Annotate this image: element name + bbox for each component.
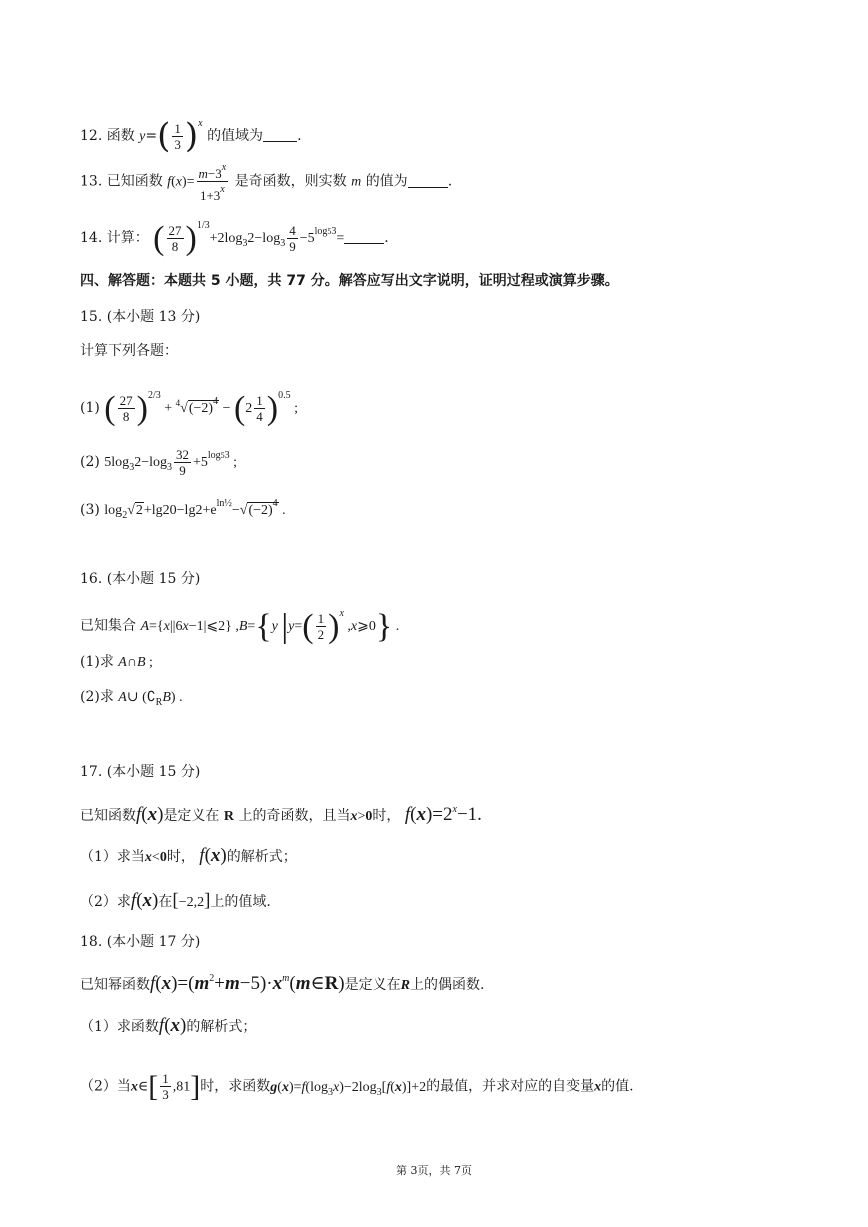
punctuation: . — [297, 128, 302, 144]
question-text: 时， — [166, 849, 195, 865]
question-17-part-2: （2）求f(x)在[−2,2]上的值域. — [80, 890, 271, 911]
question-15-intro: 计算下列各题： — [80, 343, 178, 359]
question-15-part-3: (3) $\log_2√2+\lg 20-\lg 2+e^{ln\frac{1}{2}}-√(-2)^4$ . — [80, 498, 286, 521]
question-17-intro: 已知函数f(x)是定义在 R 上的奇函数，且当x>0时， $f(x)=2^x-1$. — [80, 804, 482, 825]
punctuation: . — [384, 230, 389, 246]
answer-blank — [408, 187, 448, 188]
question-16-part-1: (1)求 A∩B ; — [80, 654, 153, 670]
question-text: （1）求函数 — [80, 1019, 159, 1035]
part-label: (2)求 — [80, 689, 114, 705]
question-number: 14. — [80, 230, 103, 246]
answer-blank — [344, 243, 384, 244]
part-label: (3) — [80, 502, 100, 518]
question-text: 已知集合 — [80, 618, 136, 634]
question-13: 13. 已知函数 f(x)= $\frac{m-3^x}{1+3^x}$ 是奇函数，则实数 m 的值为 . — [80, 162, 453, 203]
question-text: （2）当 — [80, 1078, 131, 1095]
question-16-intro: 已知集合 A={x||6x−1|⩽2} ,B={y |y=( $\frac{1}{2}$ )$^x$ ,x⩾0} . — [80, 607, 400, 645]
question-text: 函数 — [106, 128, 135, 144]
question-number: 13. — [80, 173, 103, 190]
question-text: 在 — [158, 894, 173, 910]
question-15-part-2: (2) $5\log_32-\log_3$ $\frac{32}{9}$ $+5^{log53}$ ; — [80, 447, 238, 479]
punctuation: . — [447, 173, 453, 190]
question-text: 的最值，并求对应的自变量 — [426, 1078, 595, 1095]
section-heading: 四、解答题：本题共 5 小题，共 77 分。解答应写出文字说明，证明过程或演算步骤。 — [80, 273, 619, 289]
question-text: 已知幂函数 — [80, 977, 150, 993]
question-text: 上的偶函数. — [409, 977, 485, 993]
question-18-title: 18. (本小题 17 分) — [80, 934, 201, 950]
part-label: (1)求 — [80, 654, 114, 670]
question-18-intro: 已知幂函数$f(x)=(m^2+m-5)\cdot x^m(m\in R)$是定义在R上的偶函数. — [80, 973, 485, 994]
question-text: 计算： — [106, 230, 149, 246]
question-text: 时， — [372, 808, 401, 824]
question-text: 上的奇函数，且当 — [238, 808, 351, 824]
question-text: 上的值域. — [210, 894, 271, 910]
question-12: 12. 函数 y=( $\frac{1}{3}$ )$^x$ 的值域为 . — [80, 116, 302, 156]
question-text: 是定义在 — [163, 808, 220, 824]
page-footer: 第 3页，共 7页 — [396, 1164, 472, 1177]
question-16-title: 16. (本小题 15 分) — [80, 571, 201, 587]
question-text: 已知函数 — [80, 808, 136, 824]
question-17-title: 17. (本小题 15 分) — [80, 764, 201, 780]
question-15-title: 15. (本小题 13 分) — [80, 309, 201, 325]
question-number: 12. — [80, 128, 103, 144]
question-18-part-1: （1）求函数f(x)的解析式； — [80, 1015, 257, 1036]
part-label: (2) — [80, 454, 100, 470]
question-16-part-2: (2)求 A∪ $(∁_RB)$ . — [80, 689, 183, 708]
question-15-part-1: (1) ( $\frac{27}{8}$ )$^{2/3} + ^4√(-2)^4 - (2$ $\frac{1}{4}$ )$^{0.5}$ ; — [80, 389, 299, 427]
question-text: 的解析式； — [226, 849, 297, 865]
question-text: （1）求当 — [80, 849, 145, 865]
question-text: 时，求函数 — [200, 1078, 271, 1095]
answer-blank — [263, 141, 297, 142]
part-label: (1) — [80, 400, 100, 416]
question-text: 的值. — [601, 1078, 634, 1095]
question-text: 的值域为 — [207, 128, 264, 144]
question-text: 的解析式； — [186, 1019, 257, 1035]
question-text: （2）求 — [80, 894, 131, 910]
question-text: 已知函数 — [106, 173, 163, 190]
question-text: 是定义在 — [344, 977, 401, 993]
question-text: 是奇函数，则实数 — [234, 173, 347, 190]
question-18-part-2: （2）当x∈[ $\frac{1}{3}$ ,81]时，求函数$g(x)=f(\log_3x)-2\log_3[f(x)]+2$的最值，并求对应的自变量x的值. — [80, 1069, 634, 1103]
question-17-part-1: （1）求当x<0时， f(x)的解析式； — [80, 845, 297, 866]
question-14: 14. 计算： ( $\frac{27}{8}$ )$^{1/3}+2\log_32-\log_3$ $\frac{4}{9}$ $-5^{log53}=$ . — [80, 219, 389, 257]
question-text: 的值为 — [365, 173, 408, 190]
